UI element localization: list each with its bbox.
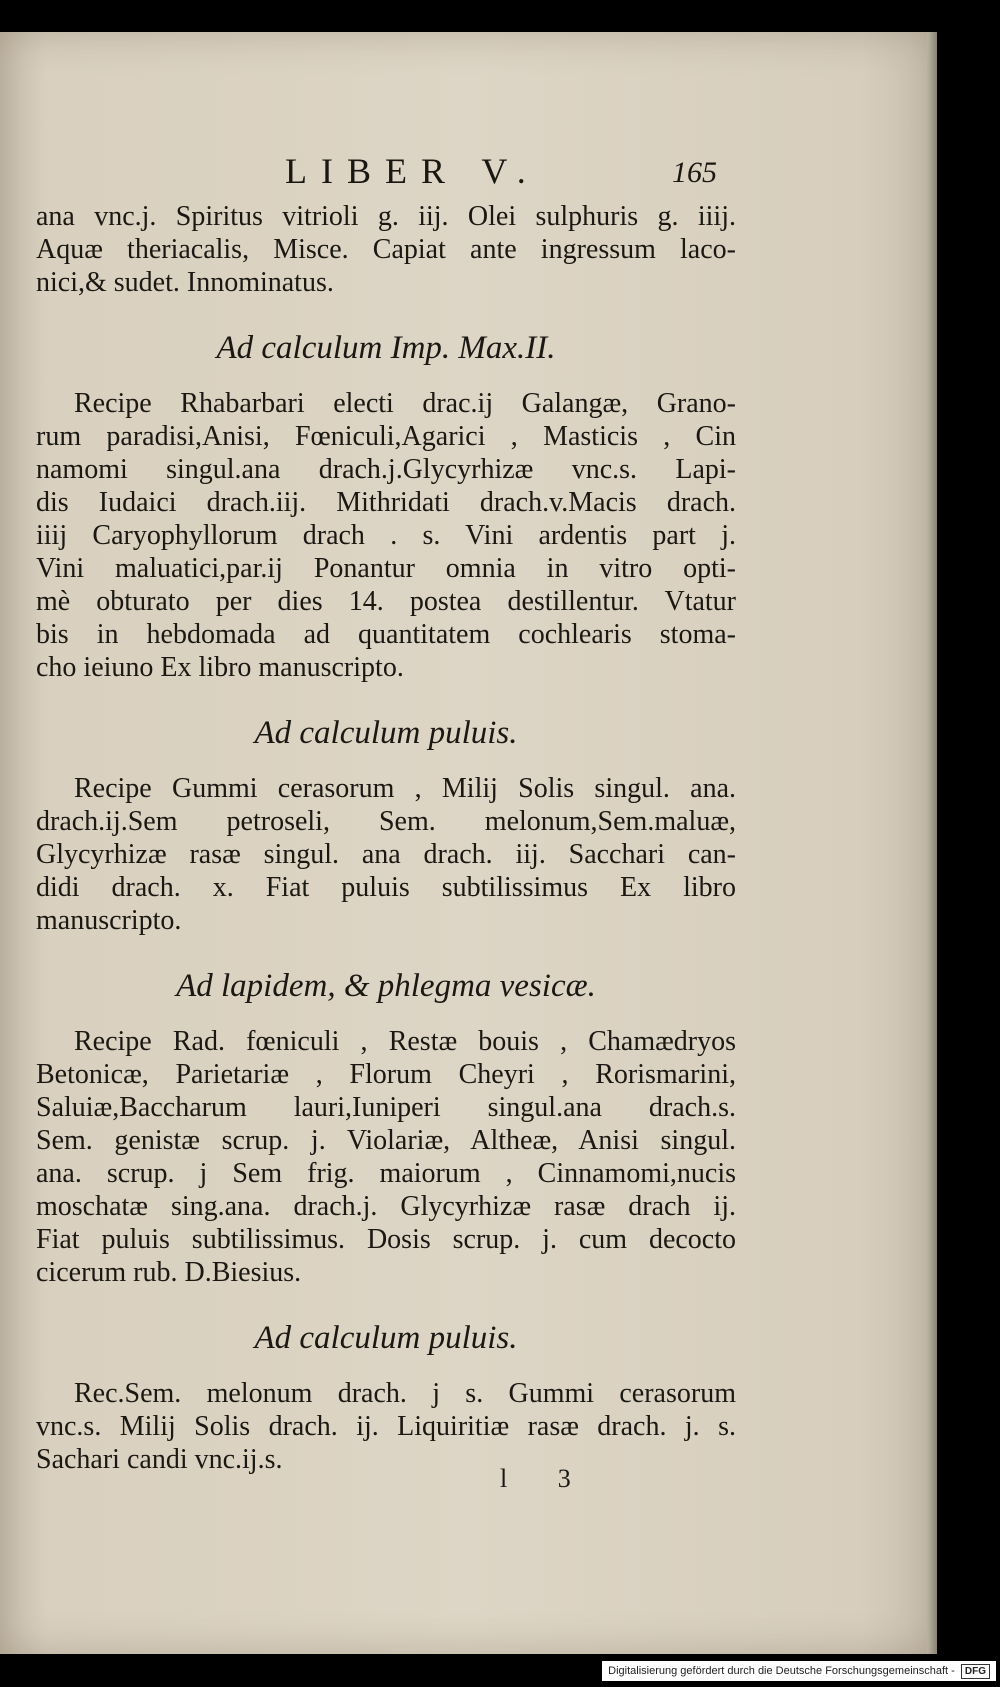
text-line: Fiat puluis subtilissimus. Dosis scrup. j. cum decocto (36, 1224, 736, 1255)
text-line: namomi singul.ana drach.j.Glycyrhizæ vnc.s. Lapi- (36, 454, 736, 485)
text-line: Sem. genistæ scrup. j. Violariæ, Altheæ, Anisi singul. (36, 1125, 736, 1156)
page-number: 165 (672, 156, 717, 189)
text-line: drach.ij.Sem petroseli, Sem. melonum,Sem.maluæ, (36, 806, 736, 837)
dfg-logo: DFG (961, 1664, 990, 1679)
text-line: mè obturato per dies 14. postea destillentur. Vtatur (36, 586, 736, 617)
text-line: manuscripto. (36, 905, 182, 936)
text-line: Vini maluatici,par.ij Ponantur omnia in vitro opti- (36, 553, 736, 584)
digitization-footer (602, 1661, 996, 1681)
section-heading: Ad calculum puluis. (254, 715, 518, 751)
text-line: vnc.s. Milij Solis drach. ij. Liquiritiæ rasæ drach. j. s. (36, 1411, 736, 1442)
footer-text: Digitalisierung gefördert durch die Deutsche Forschungsgemeinschaft - (608, 1665, 955, 1677)
page-edge (927, 32, 937, 1654)
recipe-paragraph (36, 1377, 736, 1476)
page-text (36, 200, 736, 1476)
text-line: moschatæ sing.ana. drach.j. Glycyrhizæ rasæ drach ij. (36, 1191, 736, 1222)
text-line: Recipe Gummi cerasorum , Milij Solis singul. ana. (74, 773, 736, 804)
section-heading: Ad lapidem, & phlegma vesicæ. (176, 968, 596, 1004)
text-line: nici,& sudet. Innominatus. (36, 267, 334, 298)
book-page (0, 32, 935, 1654)
text-line: cho ieiuno Ex libro manuscripto. (36, 652, 404, 683)
text-line: dis Iudaici drach.iij. Mithridati drach.v.Macis drach. (36, 487, 736, 518)
text-line: ana. scrup. j Sem frig. maiorum , Cinnamomi,nucis (36, 1158, 736, 1189)
signature-mark: l 3 (500, 1464, 593, 1493)
text-line: Saluiæ,Baccharum lauri,Iuniperi singul.ana drach.s. (36, 1092, 736, 1123)
text-line: Recipe Rad. fœniculi , Restæ bouis , Chamædryos (74, 1026, 736, 1057)
text-line: rum paradisi,Anisi, Fœniculi,Agarici , Masticis , Cin (36, 421, 736, 452)
text-line: Glycyrhizæ rasæ singul. ana drach. iij. Sacchari can- (36, 839, 736, 870)
recipe-paragraph (36, 772, 736, 937)
text-line: Aquæ theriacalis, Misce. Capiat ante ingressum laco- (36, 234, 736, 265)
page-header (0, 150, 935, 200)
recipe-paragraph (36, 1025, 736, 1289)
text-line: iiij Caryophyllorum drach . s. Vini ardentis part j. (36, 520, 736, 551)
section-heading: Ad calculum puluis. (254, 1320, 518, 1356)
text-line: Recipe Rhabarbari electi drac.ij Galangæ, Grano- (74, 388, 736, 419)
text-line: ana vnc.j. Spiritus vitrioli g. iij. Olei sulphuris g. iiij. (36, 201, 736, 232)
running-head: LIBER V. (285, 151, 540, 191)
recipe-paragraph (36, 387, 736, 684)
text-line: bis in hebdomada ad quantitatem cochlearis stoma- (36, 619, 736, 650)
text-line: Rec.Sem. melonum drach. j s. Gummi cerasorum (74, 1378, 736, 1409)
text-line: Betonicæ, Parietariæ , Florum Cheyri , Rorismarini, (36, 1059, 736, 1090)
text-line: Sachari candi vnc.ij.s. (36, 1444, 283, 1475)
recipe-paragraph (36, 200, 736, 299)
text-line: cicerum rub. D.Biesius. (36, 1257, 302, 1288)
section-heading: Ad calculum Imp. Max.II. (216, 330, 556, 366)
text-line: didi drach. x. Fiat puluis subtilissimus Ex libro (36, 872, 736, 903)
